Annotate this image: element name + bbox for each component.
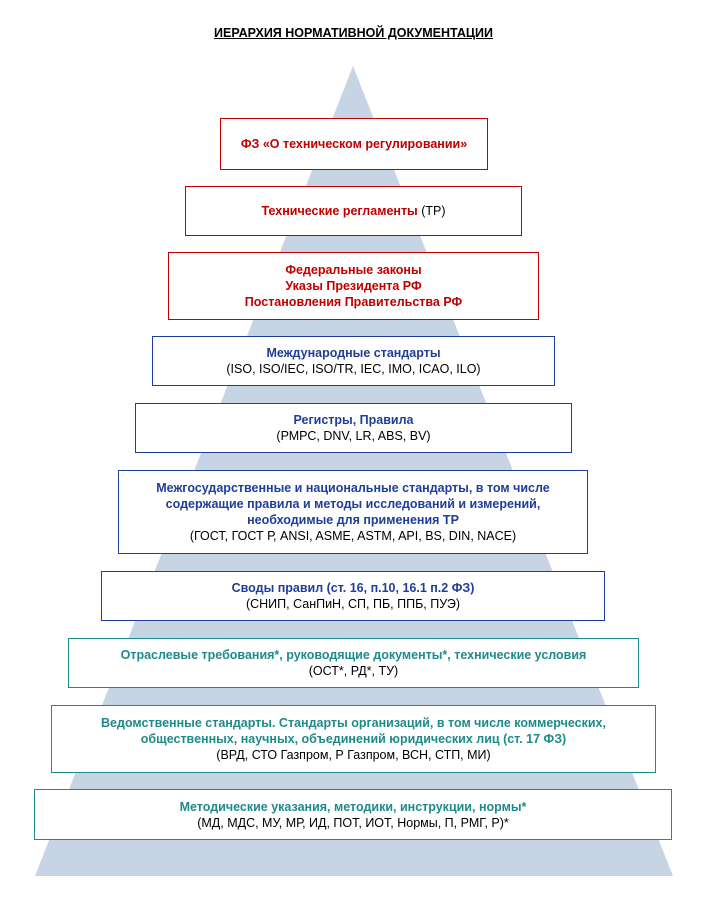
level-codes-of-practice-sub: (СНИП, СанПиН, СП, ПБ, ППБ, ПУЭ): [245, 597, 461, 611]
level-departmental-standards-line: Ведомственные стандарты. Стандарты организаций, в том числе коммерческих,: [101, 716, 606, 730]
level-international-standards-sub: (ISO, ISO/IEC, ISO/TR, IEC, IMO, ICAO, ILO): [226, 362, 481, 376]
level-methodical-guidelines-heading: Методические указания, методики, инструкции, нормы*: [179, 799, 527, 814]
level-registers-sub: (РМРС, DNV, LR, ABS, BV): [276, 429, 431, 443]
level-fz-heading: ФЗ «О техническом регулировании»: [240, 137, 468, 151]
level-tech-regulations-suffix: (ТР): [417, 204, 446, 218]
level-international-standards-heading: Международные стандарты: [266, 346, 441, 360]
level-industry-requirements-heading: Отраслевые требования*, руководящие документы*, технические условия: [120, 648, 587, 662]
level-industry-requirements-sub: (ОСТ*, РД*, ТУ): [308, 664, 399, 678]
level-tech-regulations-box: [185, 186, 522, 236]
level-methodical-guidelines-box: [34, 789, 672, 840]
level-national-standards-box: [118, 470, 588, 554]
level-national-standards-line: необходимые для применения ТР: [247, 513, 459, 527]
level-industry-requirements-box: [68, 638, 639, 688]
level-federal-laws-box: [168, 252, 539, 320]
level-tech-regulations-heading: Технические регламенты: [261, 204, 418, 218]
level-methodical-guidelines-sub: (МД, МДС, МУ, МР, ИД, ПОТ, ИОТ, Нормы, П, РМГ, Р)*: [197, 815, 509, 830]
level-federal-laws-line: Федеральные законы: [285, 263, 422, 277]
level-codes-of-practice-box: [101, 571, 605, 621]
level-federal-laws-line: Указы Президента РФ: [285, 279, 422, 293]
level-fz-box: [220, 118, 488, 170]
page-title: ИЕРАРХИЯ НОРМАТИВНОЙ ДОКУМЕНТАЦИИ: [214, 26, 493, 40]
level-departmental-standards-line: общественных, научных, объединений юридических лиц (ст. 17 ФЗ): [140, 732, 567, 746]
level-national-standards-line: содержащие правила и методы исследований и измерений,: [165, 497, 541, 511]
level-codes-of-practice-heading: Своды правил (ст. 16, п.10, 16.1 п.2 ФЗ): [231, 581, 475, 595]
level-registers-box: [135, 403, 572, 453]
level-national-standards-sub: (ГОСТ, ГОСТ Р, ANSI, ASME, ASTM, API, BS, DIN, NACE): [189, 529, 517, 543]
level-national-standards-line: Межгосударственные и национальные стандарты, в том числе: [156, 481, 550, 495]
level-federal-laws-line: Постановления Правительства РФ: [244, 295, 463, 309]
level-departmental-standards-sub: (ВРД, СТО Газпром, Р Газпром, ВСН, СТП, МИ): [216, 748, 491, 762]
level-tech-regulations-text: [261, 203, 445, 219]
level-registers-heading: Регистры, Правила: [293, 413, 414, 427]
level-departmental-standards-box: [51, 705, 656, 773]
level-international-standards-box: [152, 336, 555, 386]
